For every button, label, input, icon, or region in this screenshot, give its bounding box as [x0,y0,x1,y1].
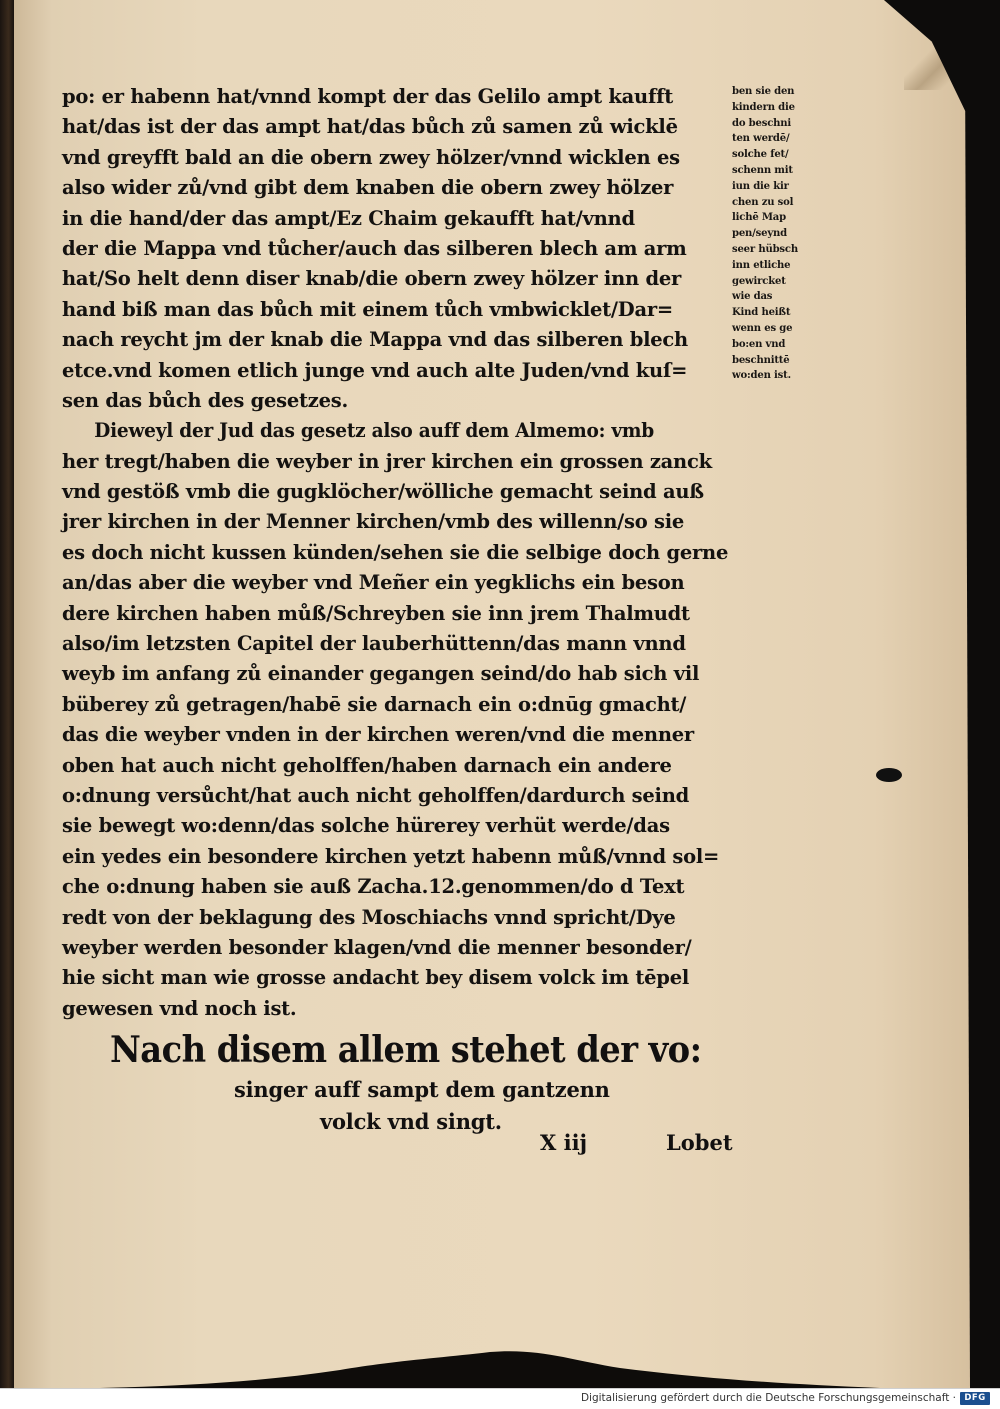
text-line: in die hand/der das ampt/Ez Chaim gekaufft hat/vnnd [62,206,635,230]
text-line: weyber werden besonder klagen/vnd die menner besonder/ [62,935,692,959]
text-line: o:dnung versůcht/hat auch nicht geholffen/dardurch seind [62,783,690,807]
text-line: also wider zů/vnd gibt dem knaben die obern zwey hölzer [62,176,674,200]
text-line: dere kirchen haben můß/Schreyben sie inn jrem Thalmudt [62,601,690,625]
text-line: jrer kirchen in der Menner kirchen/vmb des willenn/so sie [62,510,685,534]
text-line: vnd gestöß vmb die gugklöcher/wölliche gemacht seind auß [62,480,704,504]
text-line: che o:dnung haben sie auß Zacha.12.genommen/do d Text [62,875,685,899]
text-line: her tregt/haben die weyber in jrer kirchen ein grossen zanck [62,449,712,473]
text-line: hat/So helt denn diser knab/die obern zwey hölzer inn der [62,267,682,291]
text-line: hand biß man das bůch mit einem tůch vmbwicklet/Dar= [62,297,673,321]
text-line: an/das aber die weyber vnd Meñer ein yegklichs ein beson [62,571,685,595]
ink-blot [876,768,902,782]
text-line: sen das bůch des gesetzes. [62,388,349,412]
text-line: po: er habenn hat/vnnd kompt der das Gelilo ampt kaufft [62,85,674,108]
margin-note-line: seer hübsch [732,242,798,255]
bottom-ink-stain [100,1330,880,1390]
text-line: es doch nicht kussen künden/sehen sie die selbige doch gerne [62,540,729,564]
heading-line-2: singer auff sampt dem gantzenn [234,1077,610,1102]
ink-stain-shape [100,1330,880,1390]
heading-line-1: Nach disem allem stehet der vo: [110,1029,702,1071]
text-line: nach reycht jm der knab die Mappa vnd das silberen blech [62,328,688,352]
text-line: etce.vnd komen etlich junge vnd auch alte Juden/vnd kuſ= [62,358,688,382]
heading-line-3: volck vnd singt. [320,1109,502,1134]
margin-note-line: kindern die [732,100,795,113]
margin-note-line: inn etliche [732,258,791,271]
margin-note-line: do beschni [732,116,792,129]
text-line: also/im letzsten Capitel der lauberhüttenn/das mann vnnd [62,632,686,656]
footer-bar [0,1388,1000,1409]
text-line: Dieweyl der Jud das gesetz also auff dem Almemo: vmb [94,419,655,443]
margin-note-line: schenn mit [732,163,793,176]
margin-note-line: wenn es ge [732,321,793,334]
signature-mark: X iij [540,1130,588,1155]
margin-note-line: solche fet/ [732,148,789,161]
margin-note-line: gewircket [732,274,786,287]
text-line: hat/das ist der das ampt hat/das bůch zů samen zů wicklē [62,115,678,139]
margin-note-line: lichē Map [732,211,786,224]
text-line: hie sicht man wie grosse andacht bey disem volck im tēpel [62,966,690,990]
margin-note-line: pen/seynd [732,227,787,240]
margin-note-line: ten werdē/ [732,132,790,145]
text-line: sie bewegt wo:denn/das solche hürerey verhüt werde/das [62,814,670,838]
margin-note-line: ben sie den [732,85,795,97]
catchword: Lobet [666,1130,733,1155]
margin-note-line: wie das [732,290,773,303]
dfg-logo: DFG [960,1392,990,1405]
book-edge [0,0,14,1388]
section-heading [110,1026,750,1138]
main-text-block [62,82,742,1024]
text-line: gewesen vnd noch ist. [62,996,297,1020]
margin-note-line: beschnittē [732,353,790,366]
text-line: vnd greyfft bald an die obern zwey hölzer/vnnd wicklen es [62,145,680,169]
margin-note [732,84,828,384]
text-line: weyb im anfang zů einander gegangen seind/do hab sich vil [62,662,700,686]
margin-note-line: iun die kir [732,179,789,192]
margin-note-line: bo:en vnd [732,337,786,350]
text-line: oben hat auch nicht geholffen/haben darnach ein andere [62,753,672,777]
margin-note-line: wo:den ist. [732,369,791,382]
text-line: redt von der beklagung des Moschiachs vnnd spricht/Dye [62,905,676,929]
text-line: büberey zů getragen/habē sie darnach ein o:dnūg gmacht/ [62,692,687,716]
margin-note-line: chen zu sol [732,195,794,208]
footer-credit: Digitalisierung gefördert durch die Deutsche Forschungsgemeinschaft · [580,1392,956,1404]
text-line: das die weyber vnden in der kirchen weren/vnd die menner [62,723,694,747]
text-line: ein yedes ein besondere kirchen yetzt habenn můß/vnnd sol= [62,844,720,868]
text-line: der die Mappa vnd tůcher/auch das silberen blech am arm [62,236,687,260]
margin-note-line: Kind heißt [732,306,791,319]
